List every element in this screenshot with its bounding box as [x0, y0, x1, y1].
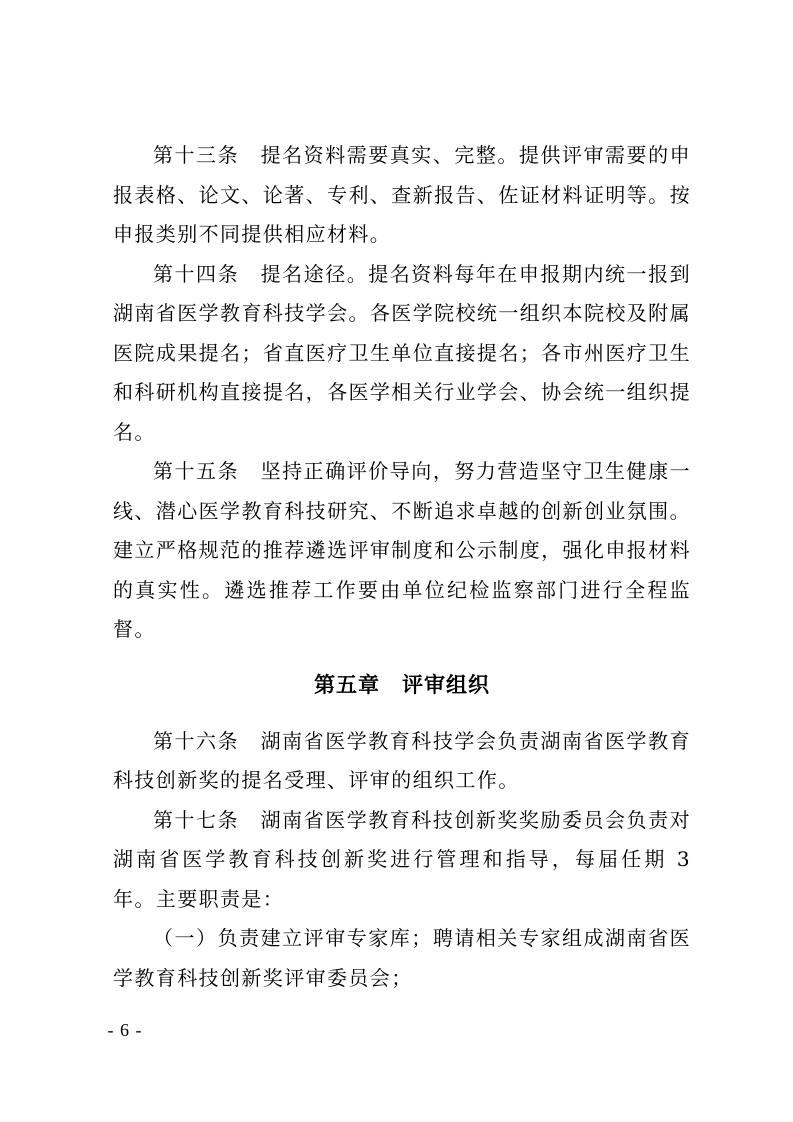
- duty-item-1: （一）负责建立评审专家库；聘请相关专家组成湖南省医学教育科技创新奖评审委员会；: [113, 926, 691, 990]
- chapter-heading: 第五章 评审组织: [314, 672, 490, 697]
- article-13-paragraph: 第十三条 提名资料需要真实、完整。提供评审需要的申报表格、论文、论著、专利、查新报告、佐证材料证明等。按申报类别不同提供相应材料。: [113, 143, 691, 246]
- page-number: - 6 -: [107, 1020, 143, 1040]
- article-16-paragraph: 第十六条 湖南省医学教育科技学会负责湖南省医学教育科技创新奖的提名受理、评审的组织工作。: [113, 728, 691, 792]
- article-17-paragraph: 第十七条 湖南省医学教育科技创新奖奖励委员会负责对湖南省医学教育科技创新奖进行管理和指导，每届任期 3 年。主要职责是：: [113, 807, 699, 911]
- article-14-paragraph: 第十四条 提名途径。提名资料每年在申报期内统一报到湖南省医学教育科技学会。各医学院校统一组织本院校及附属医院成果提名；省直医疗卫生单位直接提名；各市州医疗卫生和科研机构直接提名，各医学相关行业学会、协会统一组织提名。: [113, 261, 691, 444]
- article-15-paragraph: 第十五条 坚持正确评价导向，努力营造坚守卫生健康一线、潜心医学教育科技研究、不断追求卓越的创新创业氛围。建立严格规范的推荐遴选评审制度和公示制度，强化申报材料的真实性。遴选推荐工作要由单位纪检监察部门进行全程监督。: [113, 459, 691, 641]
- document-body: [113, 136, 699, 998]
